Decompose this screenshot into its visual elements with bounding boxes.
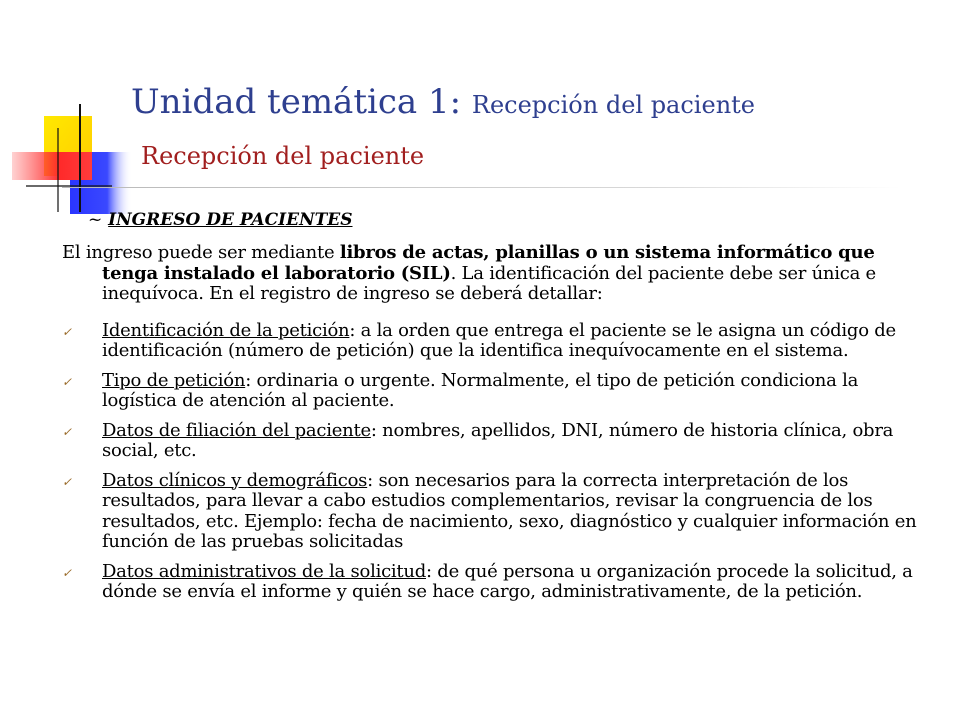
check-icon: ✓ [62, 474, 72, 489]
section-marker: ~ [88, 210, 103, 230]
intro-after: . La identificación del paciente debe ser única e inequívoca. En el registro de ingreso se deberá detallar: [102, 262, 876, 304]
item-text: : ordinaria o urgente. Normalmente, el tipo de petición condiciona la logística de atención al paciente. [102, 369, 859, 411]
item-term: Datos administrativos de la solicitud [102, 560, 427, 582]
intro-paragraph [62, 243, 922, 305]
check-icon: ✓ [62, 565, 72, 580]
section-heading [88, 208, 353, 232]
list-item [62, 471, 922, 553]
check-icon: ✓ [62, 374, 72, 389]
title-divider [62, 187, 900, 188]
item-text: : son necesarios para la correcta interpretación de los resultados, para llevar a cabo estudios complementarios, revisar la congruencia de los resultados, etc. Ejemplo: fecha de nacimiento, sexo, diagnóstico y cualquier información en función de las pruebas solicitadas [102, 469, 917, 552]
item-text: : de qué persona u organización procede la solicitud, a dónde se envía el informe y quién se hace cargo, administrativamente, de la petición. [102, 560, 913, 602]
slide-title-main: Unidad temática 1: [131, 82, 462, 122]
list-item [62, 371, 922, 412]
intro-before: El ingreso puede ser mediante [62, 242, 340, 263]
item-text: : a la orden que entrega el paciente se le asigna un código de identificación (número de petición) que la identifica inequívocamente en el sistema. [102, 319, 896, 361]
check-icon: ✓ [62, 424, 72, 439]
list-item [62, 562, 922, 603]
slide-body [62, 243, 922, 612]
item-text: : nombres, apellidos, DNI, número de historia clínica, obra social, etc. [102, 419, 894, 461]
section-heading-label: INGRESO DE PACIENTES [108, 210, 353, 230]
item-term: Tipo de petición [102, 369, 246, 391]
item-term: Datos de filiación del paciente [102, 419, 371, 441]
slide-subtitle: Recepción del paciente [141, 142, 425, 170]
item-term: Datos clínicos y demográficos [102, 469, 368, 491]
list-item [62, 421, 922, 462]
slide-title-sub: Recepción del paciente [471, 91, 755, 119]
intro-bold: libros de actas, planillas o un sistema informático que tenga instalado el laboratorio (SIL) [102, 242, 875, 284]
detail-list [62, 321, 922, 603]
list-item [62, 321, 922, 362]
slide-title [131, 80, 755, 127]
item-term: Identificación de la petición [102, 319, 350, 341]
check-icon: ✓ [62, 324, 72, 339]
